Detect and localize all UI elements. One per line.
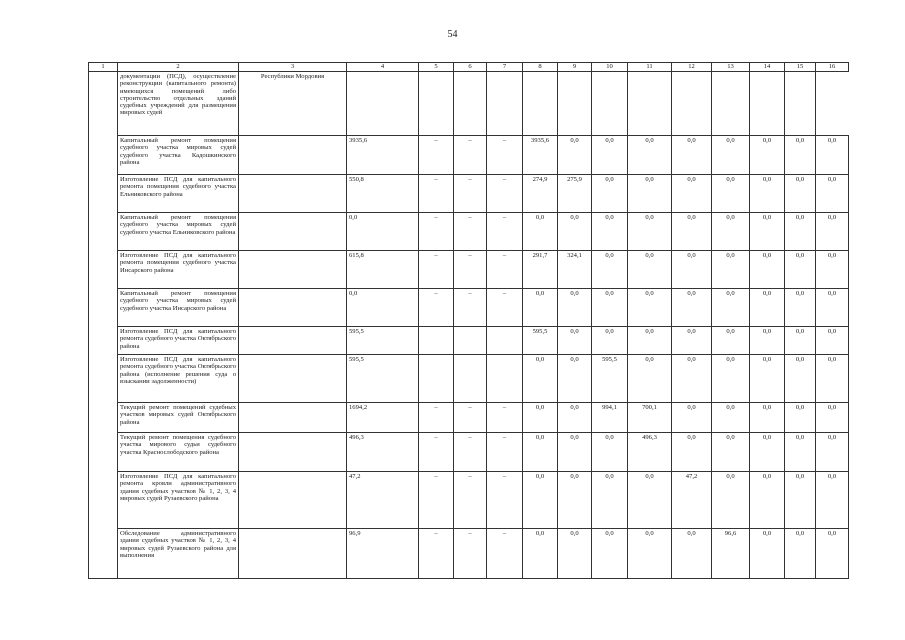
- column-number: 4: [347, 63, 419, 72]
- value-cell: 0,0: [712, 433, 750, 472]
- column-number: 6: [454, 63, 487, 72]
- value-cell: 0,0: [523, 529, 558, 579]
- value-cell: 0,0: [750, 289, 785, 327]
- value-cell: 0,0: [592, 327, 628, 355]
- value-cell: 0,0: [592, 175, 628, 213]
- value-cell: 595,5: [592, 355, 628, 403]
- value-cell: 0,0: [816, 472, 849, 529]
- value-cell: 0,0: [750, 529, 785, 579]
- measure-description: Изготовление ПСД для капитального ремонта судебного участка Октябрьского района (исполнение решения суда о взыскании задолженности): [118, 355, 239, 403]
- value-cell: [419, 355, 454, 403]
- measure-description: Капитальный ремонт помещения судебного участка мировых судей судебного участка Кадошкинского района: [118, 136, 239, 175]
- value-cell: 0,0: [785, 403, 816, 433]
- page-number: 54: [447, 29, 458, 40]
- value-cell: 0,0: [592, 472, 628, 529]
- value-cell: –: [487, 136, 523, 175]
- column-number: 16: [816, 63, 849, 72]
- value-cell: 0,0: [750, 327, 785, 355]
- value-cell: 274,9: [523, 175, 558, 213]
- measure-description: Изготовление ПСД для капитального ремонта судебного участка Октябрьского района: [118, 327, 239, 355]
- value-cell: [558, 72, 592, 136]
- value-cell: 0,0: [816, 136, 849, 175]
- value-cell: 0,0: [672, 251, 712, 289]
- value-cell: 47,2: [347, 472, 419, 529]
- column-number: 7: [487, 63, 523, 72]
- column-number-row: [89, 63, 849, 72]
- executor-cell: [239, 403, 347, 433]
- table-row: [89, 403, 849, 433]
- value-cell: 595,5: [347, 355, 419, 403]
- value-cell: 615,8: [347, 251, 419, 289]
- table-row: [89, 529, 849, 579]
- value-cell: 324,1: [558, 251, 592, 289]
- value-cell: [712, 72, 750, 136]
- value-cell: [672, 72, 712, 136]
- value-cell: 0,0: [672, 327, 712, 355]
- measure-description: Капитальный ремонт помещения судебного участка мировых судей судебного участка Ельниковского района: [118, 213, 239, 251]
- value-cell: 0,0: [750, 251, 785, 289]
- value-cell: [454, 327, 487, 355]
- value-cell: 0,0: [750, 136, 785, 175]
- value-cell: 0,0: [785, 355, 816, 403]
- table-row: [89, 175, 849, 213]
- value-cell: 0,0: [523, 289, 558, 327]
- value-cell: –: [487, 529, 523, 579]
- value-cell: 0,0: [672, 175, 712, 213]
- measure-description: Капитальный ремонт помещения судебного участка мировых судей судебного участка Инсарского района: [118, 289, 239, 327]
- value-cell: 550,8: [347, 175, 419, 213]
- value-cell: 0,0: [712, 472, 750, 529]
- value-cell: 595,5: [523, 327, 558, 355]
- executor-cell: [239, 529, 347, 579]
- value-cell: 0,0: [523, 213, 558, 251]
- value-cell: 96,9: [347, 529, 419, 579]
- measure-description: Текущий ремонт помещения судебного участка мирового судьи судебного участка Краснослободского района: [118, 433, 239, 472]
- executor-cell: [239, 175, 347, 213]
- value-cell: 0,0: [628, 175, 672, 213]
- value-cell: [592, 72, 628, 136]
- value-cell: 0,0: [672, 136, 712, 175]
- value-cell: 0,0: [592, 433, 628, 472]
- column-number: 9: [558, 63, 592, 72]
- value-cell: 0,0: [558, 433, 592, 472]
- column-number: 8: [523, 63, 558, 72]
- column-number: 11: [628, 63, 672, 72]
- value-cell: 291,7: [523, 251, 558, 289]
- value-cell: 0,0: [816, 251, 849, 289]
- value-cell: 994,1: [592, 403, 628, 433]
- value-cell: [628, 72, 672, 136]
- value-cell: 0,0: [672, 403, 712, 433]
- value-cell: –: [419, 251, 454, 289]
- value-cell: 0,0: [558, 136, 592, 175]
- value-cell: 595,5: [347, 327, 419, 355]
- value-cell: 496,3: [628, 433, 672, 472]
- value-cell: 0,0: [816, 403, 849, 433]
- value-cell: –: [454, 251, 487, 289]
- value-cell: 700,1: [628, 403, 672, 433]
- value-cell: 0,0: [558, 289, 592, 327]
- value-cell: 0,0: [785, 175, 816, 213]
- row-number-cell: [89, 72, 118, 579]
- budget-table: [88, 62, 849, 579]
- value-cell: 0,0: [750, 175, 785, 213]
- value-cell: 0,0: [712, 251, 750, 289]
- value-cell: 0,0: [750, 403, 785, 433]
- value-cell: 0,0: [523, 403, 558, 433]
- value-cell: 0,0: [712, 289, 750, 327]
- value-cell: [454, 72, 487, 136]
- value-cell: [487, 327, 523, 355]
- value-cell: 0,0: [785, 289, 816, 327]
- value-cell: 0,0: [672, 289, 712, 327]
- value-cell: 0,0: [558, 403, 592, 433]
- value-cell: 0,0: [672, 355, 712, 403]
- value-cell: 0,0: [816, 355, 849, 403]
- table-row: [89, 72, 849, 136]
- value-cell: 0,0: [558, 529, 592, 579]
- value-cell: –: [419, 175, 454, 213]
- value-cell: –: [454, 433, 487, 472]
- value-cell: –: [419, 472, 454, 529]
- value-cell: [750, 72, 785, 136]
- executor-cell: [239, 433, 347, 472]
- value-cell: 0,0: [628, 251, 672, 289]
- value-cell: 0,0: [785, 327, 816, 355]
- value-cell: 0,0: [628, 136, 672, 175]
- value-cell: –: [419, 213, 454, 251]
- executor-cell: [239, 213, 347, 251]
- value-cell: –: [487, 213, 523, 251]
- table-row: [89, 472, 849, 529]
- value-cell: 0,0: [785, 433, 816, 472]
- table-row: [89, 289, 849, 327]
- value-cell: 0,0: [672, 529, 712, 579]
- value-cell: 0,0: [672, 213, 712, 251]
- executor-cell: [239, 355, 347, 403]
- value-cell: 0,0: [712, 136, 750, 175]
- value-cell: [487, 72, 523, 136]
- value-cell: –: [419, 289, 454, 327]
- measure-description: Изготовление ПСД для капитального ремонта кровли административного здания судебных участков № 1, 2, 3, 4 мировых судей Рузаевского района: [118, 472, 239, 529]
- value-cell: –: [454, 529, 487, 579]
- value-cell: –: [419, 529, 454, 579]
- value-cell: –: [454, 136, 487, 175]
- table-row: [89, 433, 849, 472]
- value-cell: 0,0: [712, 213, 750, 251]
- value-cell: 0,0: [712, 403, 750, 433]
- value-cell: 0,0: [785, 529, 816, 579]
- value-cell: 1694,2: [347, 403, 419, 433]
- column-number: 5: [419, 63, 454, 72]
- value-cell: 96,6: [712, 529, 750, 579]
- value-cell: 0,0: [628, 213, 672, 251]
- value-cell: 0,0: [592, 289, 628, 327]
- value-cell: [419, 72, 454, 136]
- executor-cell: [239, 136, 347, 175]
- value-cell: 0,0: [816, 327, 849, 355]
- table-row: [89, 213, 849, 251]
- column-number: 3: [239, 63, 347, 72]
- value-cell: 0,0: [592, 251, 628, 289]
- value-cell: –: [487, 472, 523, 529]
- column-number: 13: [712, 63, 750, 72]
- value-cell: –: [487, 403, 523, 433]
- value-cell: 0,0: [558, 355, 592, 403]
- executor-cell: [239, 327, 347, 355]
- value-cell: 0,0: [750, 213, 785, 251]
- value-cell: 3935,6: [347, 136, 419, 175]
- value-cell: [785, 72, 816, 136]
- executor-cell: Республики Мордовия: [239, 72, 347, 136]
- value-cell: 0,0: [785, 213, 816, 251]
- value-cell: 0,0: [628, 529, 672, 579]
- value-cell: 0,0: [558, 472, 592, 529]
- value-cell: –: [487, 433, 523, 472]
- value-cell: 0,0: [816, 175, 849, 213]
- value-cell: 0,0: [750, 355, 785, 403]
- measure-description: документации (ПСД), осуществление реконструкции (капитального ремонта) имеющихся помещений либо строительство отдельных зданий судебных учреждений для размещения мировых судей: [118, 72, 239, 136]
- executor-cell: [239, 289, 347, 327]
- value-cell: 496,3: [347, 433, 419, 472]
- value-cell: 3935,6: [523, 136, 558, 175]
- measure-description: Изготовление ПСД для капитального ремонта помещения судебного участка Инсарского района: [118, 251, 239, 289]
- value-cell: –: [487, 251, 523, 289]
- value-cell: –: [487, 289, 523, 327]
- value-cell: –: [454, 213, 487, 251]
- value-cell: 0,0: [628, 289, 672, 327]
- column-number: 14: [750, 63, 785, 72]
- value-cell: 0,0: [712, 327, 750, 355]
- value-cell: 0,0: [816, 433, 849, 472]
- value-cell: 0,0: [523, 472, 558, 529]
- value-cell: –: [454, 472, 487, 529]
- value-cell: 0,0: [712, 175, 750, 213]
- column-number: 2: [118, 63, 239, 72]
- value-cell: –: [454, 289, 487, 327]
- value-cell: 0,0: [558, 327, 592, 355]
- value-cell: 0,0: [750, 433, 785, 472]
- value-cell: 0,0: [628, 327, 672, 355]
- value-cell: 0,0: [592, 529, 628, 579]
- value-cell: [347, 72, 419, 136]
- value-cell: –: [419, 433, 454, 472]
- measure-description: Изготовление ПСД для капитального ремонта помещения судебного участка Ельниковского района: [118, 175, 239, 213]
- column-number: 1: [89, 63, 118, 72]
- value-cell: 0,0: [592, 213, 628, 251]
- value-cell: 0,0: [523, 433, 558, 472]
- executor-cell: [239, 472, 347, 529]
- value-cell: –: [419, 403, 454, 433]
- value-cell: 0,0: [523, 355, 558, 403]
- measure-description: Текущий ремонт помещений судебных участков мировых судей Октябрьского района: [118, 403, 239, 433]
- value-cell: 0,0: [628, 472, 672, 529]
- value-cell: –: [419, 136, 454, 175]
- value-cell: 275,9: [558, 175, 592, 213]
- value-cell: –: [454, 403, 487, 433]
- value-cell: [454, 355, 487, 403]
- value-cell: 0,0: [347, 213, 419, 251]
- value-cell: [523, 72, 558, 136]
- executor-cell: [239, 251, 347, 289]
- column-number: 12: [672, 63, 712, 72]
- table-row: [89, 251, 849, 289]
- value-cell: 0,0: [785, 251, 816, 289]
- table-row: [89, 327, 849, 355]
- value-cell: 0,0: [816, 289, 849, 327]
- value-cell: 0,0: [558, 213, 592, 251]
- value-cell: 0,0: [785, 472, 816, 529]
- table-row: [89, 136, 849, 175]
- value-cell: 0,0: [672, 433, 712, 472]
- measure-description: Обследование административного здания судебных участков № 1, 2, 3, 4 мировых судей Рузаевского района для выполнения: [118, 529, 239, 579]
- value-cell: [419, 327, 454, 355]
- value-cell: 0,0: [628, 355, 672, 403]
- value-cell: –: [487, 175, 523, 213]
- table-row: [89, 355, 849, 403]
- value-cell: 0,0: [816, 213, 849, 251]
- value-cell: 0,0: [592, 136, 628, 175]
- value-cell: 0,0: [785, 136, 816, 175]
- value-cell: 0,0: [712, 355, 750, 403]
- value-cell: 47,2: [672, 472, 712, 529]
- value-cell: –: [454, 175, 487, 213]
- column-number: 15: [785, 63, 816, 72]
- value-cell: [487, 355, 523, 403]
- column-number: 10: [592, 63, 628, 72]
- value-cell: 0,0: [347, 289, 419, 327]
- value-cell: 0,0: [750, 472, 785, 529]
- value-cell: 0,0: [816, 529, 849, 579]
